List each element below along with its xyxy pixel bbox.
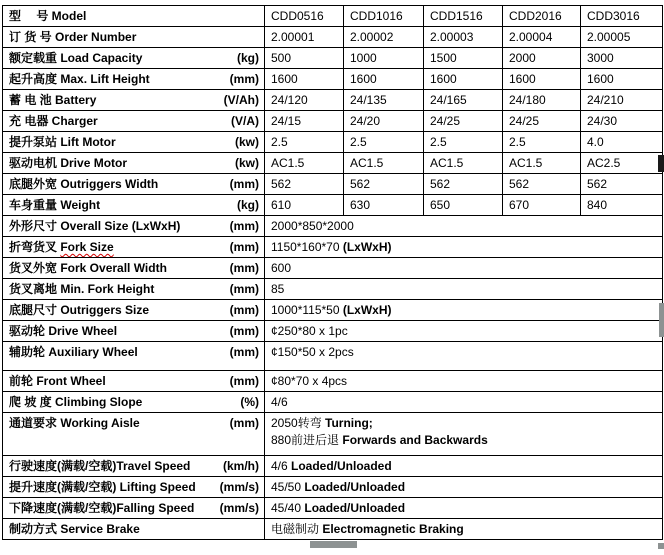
value-cell: 1500 bbox=[424, 48, 503, 69]
row-label-cell bbox=[3, 6, 265, 27]
spec-row-22 bbox=[3, 498, 663, 519]
value-cell: 24/30 bbox=[581, 111, 663, 132]
value-cell: CDD1016 bbox=[344, 6, 424, 27]
spec-row-12 bbox=[3, 258, 663, 279]
row-label-cell bbox=[3, 300, 265, 321]
row-label-zh: 前轮 bbox=[9, 374, 37, 388]
row-label-zh: 制动方式 bbox=[9, 522, 61, 536]
row-label-en: Charger bbox=[51, 114, 98, 128]
value-cell: 500 bbox=[265, 48, 344, 69]
row-label-en: Battery bbox=[55, 93, 97, 107]
row-label-zh: 蓄 电 池 bbox=[9, 93, 56, 107]
value-line: 2000*850*2000 bbox=[271, 219, 354, 233]
row-label-cell bbox=[3, 237, 265, 258]
value-cell: 24/15 bbox=[265, 111, 344, 132]
row-label-en: Working Aisle bbox=[60, 416, 140, 430]
value-line: 1150*160*70 (LxWxH) bbox=[271, 240, 392, 254]
value-cell: 2.5 bbox=[424, 132, 503, 153]
value-cell-span bbox=[265, 300, 663, 321]
value-cell: CDD0516 bbox=[265, 6, 344, 27]
value-cell: 24/25 bbox=[424, 111, 503, 132]
spec-row-21 bbox=[3, 477, 663, 498]
value-cell: 24/135 bbox=[344, 90, 424, 111]
value-cell: 3000 bbox=[581, 48, 663, 69]
value-cell: 562 bbox=[581, 174, 663, 195]
row-unit: (mm) bbox=[229, 416, 259, 430]
row-unit: (mm/s) bbox=[219, 501, 259, 515]
value-cell-span bbox=[265, 321, 663, 342]
row-label-zh: 起升高度 bbox=[9, 72, 61, 86]
value-cell: 562 bbox=[503, 174, 581, 195]
row-unit: (mm) bbox=[229, 324, 259, 338]
row-unit: (kg) bbox=[237, 51, 259, 65]
row-label-zh: 折弯货叉 bbox=[9, 240, 61, 254]
row-label-zh: 行驶速度(满载/空载) bbox=[9, 459, 117, 473]
spec-row-0 bbox=[3, 6, 663, 27]
value-cell: 24/210 bbox=[581, 90, 663, 111]
value-line: 600 bbox=[271, 261, 292, 275]
value-cell: 562 bbox=[344, 174, 424, 195]
row-label-zh: 提升泵站 bbox=[9, 135, 61, 149]
spec-row-2 bbox=[3, 48, 663, 69]
row-label-cell bbox=[3, 174, 265, 195]
vertical-scrollbar-thumb[interactable] bbox=[659, 303, 664, 337]
row-unit: (mm) bbox=[229, 177, 259, 191]
spec-row-9 bbox=[3, 195, 663, 216]
value-cell: AC1.5 bbox=[424, 153, 503, 174]
row-unit: (km/h) bbox=[223, 459, 259, 473]
value-line: 4/6 Loaded/Unloaded bbox=[271, 459, 392, 473]
spec-table bbox=[2, 5, 663, 540]
spec-row-4 bbox=[3, 90, 663, 111]
value-cell: 1600 bbox=[424, 69, 503, 90]
row-label-zh: 下降速度(满载/空载) bbox=[9, 501, 117, 515]
horizontal-scrollbar-thumb[interactable] bbox=[310, 541, 357, 548]
value-line: 85 bbox=[271, 282, 285, 296]
value-cell: 24/180 bbox=[503, 90, 581, 111]
value-cell: AC1.5 bbox=[344, 153, 424, 174]
value-cell: 2.00002 bbox=[344, 27, 424, 48]
row-label-zh: 辅助轮 bbox=[9, 345, 49, 359]
row-label-en: Load Capacity bbox=[60, 51, 143, 65]
value-cell-span bbox=[265, 413, 663, 456]
value-line: 电磁制动 Electromagnetic Braking bbox=[271, 522, 464, 536]
row-label-zh: 型 号 bbox=[9, 9, 52, 23]
value-cell: CDD2016 bbox=[503, 6, 581, 27]
spec-row-18 bbox=[3, 392, 663, 413]
row-label-en: Lift Motor bbox=[60, 135, 116, 149]
row-unit: (kg) bbox=[237, 198, 259, 212]
row-label-en: Order Number bbox=[55, 30, 137, 44]
row-label-cell bbox=[3, 216, 265, 237]
row-label-en: Min. Fork Height bbox=[60, 282, 155, 296]
value-cell: 840 bbox=[581, 195, 663, 216]
row-label-cell bbox=[3, 392, 265, 413]
vertical-scrollbar-thumb-dark[interactable] bbox=[658, 155, 664, 172]
row-label-cell bbox=[3, 27, 265, 48]
row-label-en: Service Brake bbox=[60, 522, 140, 536]
row-label-cell bbox=[3, 258, 265, 279]
value-line: ¢250*80 x 1pc bbox=[271, 324, 348, 338]
row-unit: (mm) bbox=[229, 345, 259, 359]
row-label-zh: 订 货 号 bbox=[9, 30, 56, 44]
value-cell-span bbox=[265, 519, 663, 540]
value-cell-span bbox=[265, 237, 663, 258]
value-cell-span bbox=[265, 279, 663, 300]
row-label-cell bbox=[3, 321, 265, 342]
value-cell-span bbox=[265, 258, 663, 279]
row-label-zh: 驱动电机 bbox=[9, 156, 61, 170]
value-cell: 2.5 bbox=[265, 132, 344, 153]
row-label-zh: 驱动轮 bbox=[9, 324, 49, 338]
value-line: 45/50 Loaded/Unloaded bbox=[271, 480, 406, 494]
row-unit: (mm) bbox=[229, 240, 259, 254]
value-cell: 2.00004 bbox=[503, 27, 581, 48]
spec-row-15 bbox=[3, 321, 663, 342]
value-line: 2050转弯 Turning; bbox=[271, 416, 373, 430]
value-cell: 650 bbox=[424, 195, 503, 216]
value-line: 880前进后退 Forwards and Backwards bbox=[271, 433, 488, 447]
value-cell: 2000 bbox=[503, 48, 581, 69]
value-cell: AC1.5 bbox=[503, 153, 581, 174]
value-cell-span bbox=[265, 456, 663, 477]
spec-row-10 bbox=[3, 216, 663, 237]
value-cell: 2.5 bbox=[503, 132, 581, 153]
value-cell-span bbox=[265, 477, 663, 498]
row-label-en: Weight bbox=[60, 198, 101, 212]
spec-row-1 bbox=[3, 27, 663, 48]
value-cell: 630 bbox=[344, 195, 424, 216]
value-cell: 1600 bbox=[344, 69, 424, 90]
spec-row-5 bbox=[3, 111, 663, 132]
spec-row-11 bbox=[3, 237, 663, 258]
row-unit: (mm) bbox=[229, 72, 259, 86]
spec-row-23 bbox=[3, 519, 663, 540]
row-label-en: Model bbox=[51, 9, 87, 23]
value-cell-span bbox=[265, 371, 663, 392]
value-cell: 4.0 bbox=[581, 132, 663, 153]
row-label-cell bbox=[3, 153, 265, 174]
row-label-en: Outriggers Width bbox=[60, 177, 159, 191]
spec-row-13 bbox=[3, 279, 663, 300]
row-label-zh: 底腿外宽 bbox=[9, 177, 61, 191]
spec-row-7 bbox=[3, 153, 663, 174]
value-cell: 2.00005 bbox=[581, 27, 663, 48]
value-line: ¢150*50 x 2pcs bbox=[271, 345, 354, 359]
row-unit: (mm) bbox=[229, 303, 259, 317]
spec-table-body bbox=[3, 6, 663, 540]
value-cell: 1600 bbox=[265, 69, 344, 90]
value-cell: 1000 bbox=[344, 48, 424, 69]
row-unit: (mm) bbox=[229, 219, 259, 233]
value-cell: CDD3016 bbox=[581, 6, 663, 27]
value-cell: 562 bbox=[424, 174, 503, 195]
row-label-cell bbox=[3, 132, 265, 153]
row-label-cell bbox=[3, 342, 265, 371]
row-label-cell bbox=[3, 477, 265, 498]
row-label-en: Drive Wheel bbox=[48, 324, 118, 338]
row-unit: (mm) bbox=[229, 374, 259, 388]
row-label-zh: 底腿尺寸 bbox=[9, 303, 61, 317]
row-label-zh: 货叉外宽 bbox=[9, 261, 61, 275]
row-label-en: Overall Size (LxWxH) bbox=[60, 219, 181, 233]
row-label-zh: 充 电器 bbox=[9, 114, 52, 128]
value-cell-span bbox=[265, 392, 663, 413]
row-unit: (kw) bbox=[235, 135, 259, 149]
spec-row-3 bbox=[3, 69, 663, 90]
row-label-cell bbox=[3, 413, 265, 456]
row-label-en: Fork Overall Width bbox=[60, 261, 167, 275]
row-label-zh: 通道要求 bbox=[9, 416, 61, 430]
scrollbar-corner[interactable] bbox=[658, 543, 664, 549]
spec-row-19 bbox=[3, 413, 663, 456]
row-label-cell bbox=[3, 279, 265, 300]
row-unit: (mm/s) bbox=[219, 480, 259, 494]
row-unit: (V/A) bbox=[231, 114, 259, 128]
value-cell: 24/165 bbox=[424, 90, 503, 111]
row-label-en: Fork Size bbox=[60, 240, 114, 254]
spec-row-17 bbox=[3, 371, 663, 392]
value-cell: 610 bbox=[265, 195, 344, 216]
row-label-cell bbox=[3, 519, 265, 540]
value-cell: AC1.5 bbox=[265, 153, 344, 174]
row-label-zh: 额定载重 bbox=[9, 51, 61, 65]
value-cell: CDD1516 bbox=[424, 6, 503, 27]
value-cell: 24/25 bbox=[503, 111, 581, 132]
row-label-en: Max. Lift Height bbox=[60, 72, 150, 86]
spec-row-6 bbox=[3, 132, 663, 153]
row-label-cell bbox=[3, 195, 265, 216]
row-label-zh: 爬 坡 度 bbox=[9, 395, 56, 409]
spec-row-8 bbox=[3, 174, 663, 195]
row-label-cell bbox=[3, 111, 265, 132]
value-cell: AC2.5 bbox=[581, 153, 663, 174]
row-label-en: Outriggers Size bbox=[60, 303, 150, 317]
row-unit: (mm) bbox=[229, 261, 259, 275]
value-cell-span bbox=[265, 216, 663, 237]
value-line: 45/40 Loaded/Unloaded bbox=[271, 501, 406, 515]
row-label-en: Drive Motor bbox=[60, 156, 128, 170]
value-line: ¢80*70 x 4pcs bbox=[271, 374, 348, 388]
row-label-cell bbox=[3, 498, 265, 519]
row-label-en: Front Wheel bbox=[36, 374, 106, 388]
value-cell: 2.00001 bbox=[265, 27, 344, 48]
row-label-cell bbox=[3, 90, 265, 111]
value-cell-span bbox=[265, 498, 663, 519]
row-unit: (mm) bbox=[229, 282, 259, 296]
spec-row-16 bbox=[3, 342, 663, 371]
row-unit: (%) bbox=[240, 395, 259, 409]
value-line: 1000*115*50 (LxWxH) bbox=[271, 303, 392, 317]
row-label-cell bbox=[3, 371, 265, 392]
value-cell: 2.5 bbox=[344, 132, 424, 153]
row-label-zh: 车身重量 bbox=[9, 198, 61, 212]
row-label-en: Climbing Slope bbox=[55, 395, 143, 409]
spec-row-20 bbox=[3, 456, 663, 477]
value-cell: 2.00003 bbox=[424, 27, 503, 48]
value-line: 4/6 bbox=[271, 395, 288, 409]
row-unit: (kw) bbox=[235, 156, 259, 170]
row-label-cell bbox=[3, 456, 265, 477]
row-label-cell bbox=[3, 48, 265, 69]
row-label-en: Falling Speed bbox=[116, 501, 195, 515]
value-cell: 1600 bbox=[503, 69, 581, 90]
row-label-zh: 货叉离地 bbox=[9, 282, 61, 296]
value-cell: 24/20 bbox=[344, 111, 424, 132]
row-unit: (V/Ah) bbox=[223, 93, 259, 107]
row-label-zh: 提升速度(满载/空载) bbox=[9, 480, 120, 494]
value-cell-span bbox=[265, 342, 663, 371]
row-label-en: Lifting Speed bbox=[119, 480, 196, 494]
value-cell: 670 bbox=[503, 195, 581, 216]
row-label-cell bbox=[3, 69, 265, 90]
value-cell: 24/120 bbox=[265, 90, 344, 111]
value-cell: 1600 bbox=[581, 69, 663, 90]
row-label-zh: 外形尺寸 bbox=[9, 219, 61, 233]
row-label-en: Auxiliary Wheel bbox=[48, 345, 138, 359]
value-cell: 562 bbox=[265, 174, 344, 195]
row-label-en: Travel Speed bbox=[116, 459, 191, 473]
spec-row-14 bbox=[3, 300, 663, 321]
